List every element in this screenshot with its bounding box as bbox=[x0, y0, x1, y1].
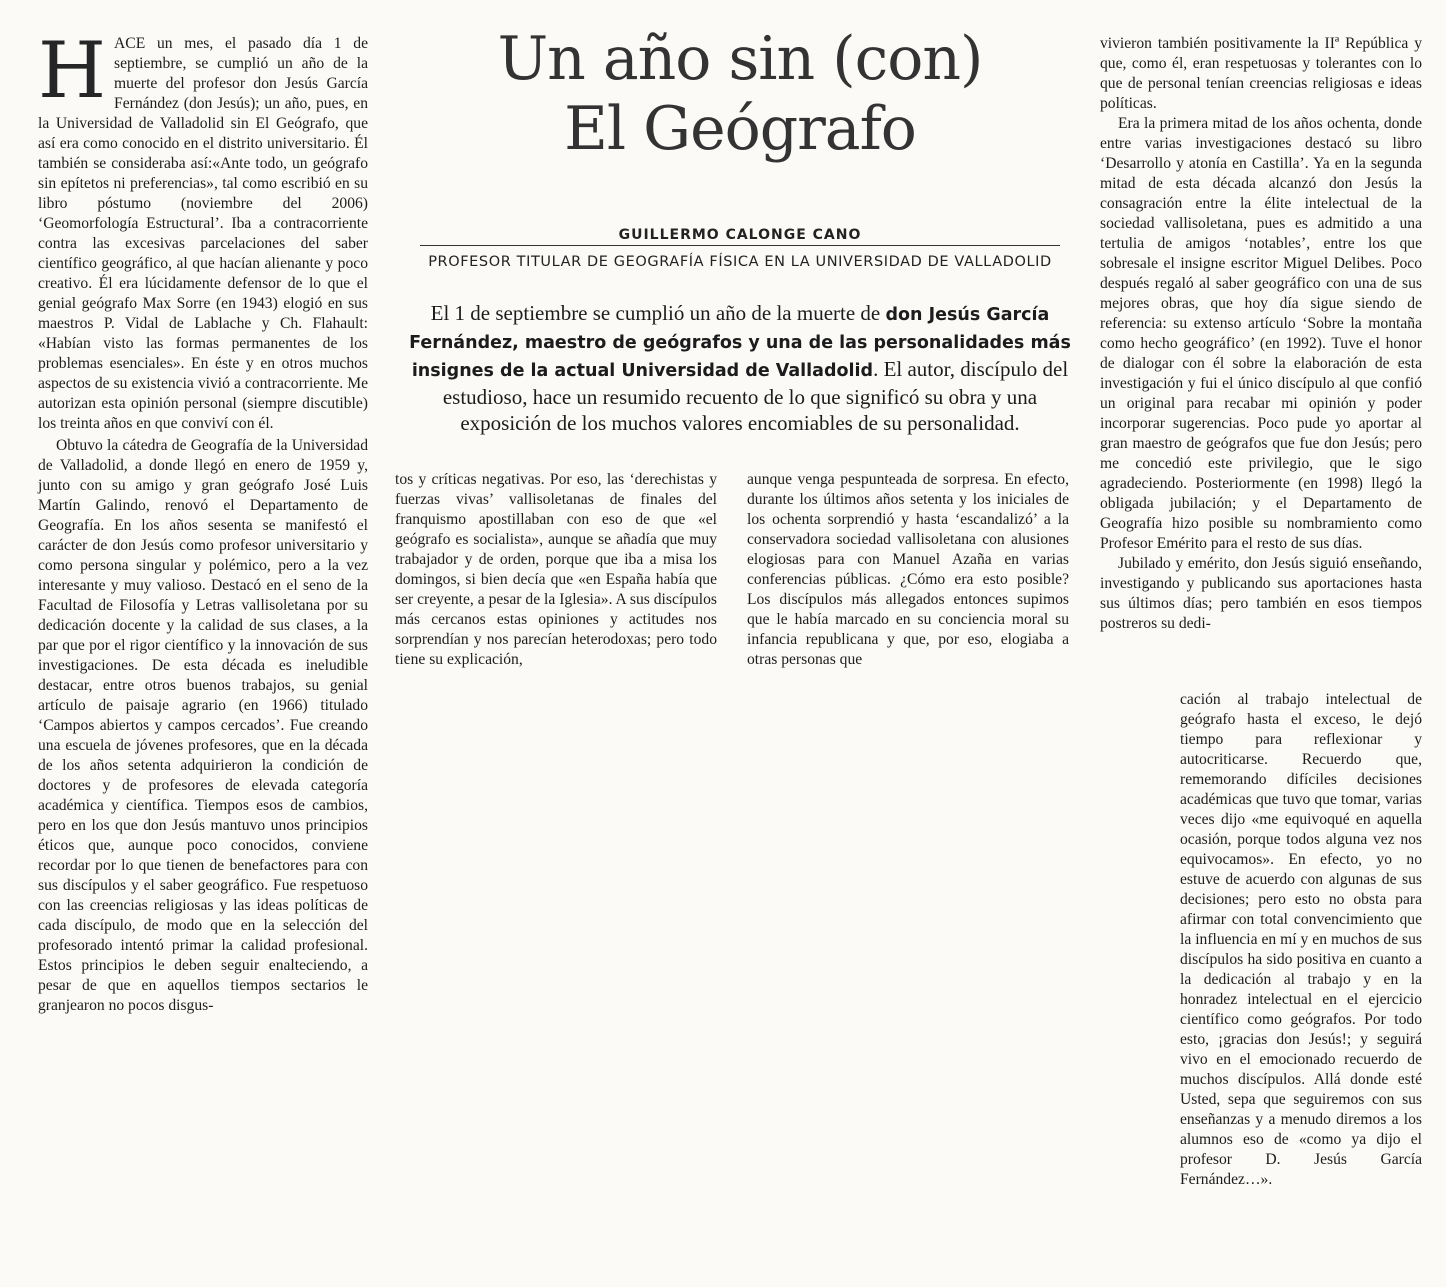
column-1 bbox=[38, 26, 368, 1016]
column-4-continued bbox=[1180, 690, 1422, 1190]
column-4 bbox=[1100, 34, 1422, 634]
paragraph-text: ACE un mes, el pasado día 1 de septiembre, se cumplió un año de la muerte del profesor don Jesús García Fernández (don Jesús); un año, pues, en la Universidad de Valladolid sin El Geógrafo, que así era como conocido en el distrito universitario. Él también se consideraba así:«Ante todo, un geógrafo sin epítetos ni preferencias», tal como escribió en su libro póstumo (noviembre del 2006) ‘Geomorfología Estructural’. Iba a contracorriente contra las excesivas parcelaciones del saber científico geográfico, al que hacían alienante y poco creativo. Él era lúcidamente defensor de lo que el genial geógrafo Max Sorre (en 1943) elogió en sus maestros P. Vidal de Lablache y Ch. Flahault: «Habían visto las formas permanentes de los problemas esenciales». En éste y en otros muchos aspectos de su existencia vivió a contracorriente. Me autorizan esta opinión personal (siempre discutible) los treinta años en que conviví con él. bbox=[38, 35, 368, 432]
drop-cap: H bbox=[38, 26, 107, 116]
paragraph: Obtuvo la cátedra de Geografía de la Universidad de Valladolid, a donde llegó en enero de 1959 y, junto con su amigo y gran geógrafo José Luis Martín Galindo, renovó el Departamento de Geografía. En los años sesenta se manifestó el carácter de don Jesús como profesor universitario y como persona singular y polémico, pero a la vez interesante y muy valioso. Destacó en el seno de la Facultad de Filosofía y Letras vallisoletana por su dedicación docente y la calidad de sus clases, a la par que por el rigor científico y la innovación de sus investigaciones. De esta década es ineludible destacar, entre otros buenos trabajos, su genial artículo de paisaje agrario (en 1966) titulado ‘Campos abiertos y campos cercados’. Fue creando una escuela de jóvenes profesores, que en la década de los años setenta adquirieron la condición de doctores y de profesores de elevada categoría académica y científica. Tiempos esos de cambios, pero en los que don Jesús mantuvo unos principios éticos que, aunque poco conocidos, conviene recordar por lo que tienen de benefactores para con sus discípulos y el saber geográfico. Fue respetuoso con las creencias religiosas y las ideas políticas de cada discípulo, de modo que en la selección del profesorado intentó primar la calidad profesional. Estos principios le deben seguir enalteciendo, a pesar de que en aquellos tiempos sectarios le granjearon no pocos disgus- bbox=[38, 437, 368, 1014]
article-deck bbox=[398, 300, 1082, 436]
author-name: GUILLERMO CALONGE CANO bbox=[618, 227, 862, 243]
paragraph: Jubilado y emérito, don Jesús siguió enseñando, investigando y publicando sus aportaciones hasta sus últimos días; pero también en esos tiempos postreros su dedi- bbox=[1100, 555, 1422, 632]
deck-highlight: don Jesús García Fernández, maestro de geógrafos y una de las personalidades más insignes de la actual Universidad de Valladolid bbox=[409, 305, 1071, 381]
column-3 bbox=[747, 470, 1069, 670]
paragraph bbox=[38, 26, 368, 434]
paragraph: tos y críticas negativas. Por eso, las ‘derechistas y fuerzas vivas’ vallisoletanas de finales del franquismo apostillaban con eso de que «el geógrafo es socialista», aunque se añadía que muy trabajador y de orden, porque que iba a misa los domingos, si bien decía que «en España había que ser creyente, a pesar de la Iglesia». A sus discípulos más cercanos estas opiniones y actitudes nos sorprendían y nos parecían heterodoxas; pero todo tiene su explicación, bbox=[395, 471, 717, 668]
deck-text: El 1 de septiembre se cumplió un año de la muerte de bbox=[430, 301, 886, 325]
paragraph: Era la primera mitad de los años ochenta, donde entre varias investigaciones destacó su libro ‘Desarrollo y atonía en Castilla’. Ya en la segunda mitad de esta década alcanzó don Jesús la consagración entre la élite intelectual de la sociedad vallisoletana, pues es admitido a una tertulia de amigos ‘notables’, entre los que sobresale el insigne escritor Miguel Delibes. Poco después regaló al saber geográfico con una de sus mejores obras, que hoy día sigue siendo de referencia: su extenso artículo ‘Sobre la montaña como hecho geográfico’ (en 1992). Tuve el honor de dialogar con él sobre la elaboración de esta investigación y fui el único discípulo al que confió un original para recabar mi opinión y poder incorporar sugerencias. Poco pude yo aportar al gran maestro de geógrafos que fue don Jesús; pero me concedió este privilegio, que le sigo agradeciendo. Posteriormente (en 1998) llegó la obligada jubilación; y el Departamento de Geografía hizo posible su nombramiento como Profesor Emérito para el resto de sus días. bbox=[1100, 115, 1422, 552]
deck-text-end: . El autor, discípulo del estudioso, hace un resumido recuento de lo que significó su obra y una exposición de los muchos valores encomiables de su personalidad. bbox=[442, 357, 1069, 435]
column-2 bbox=[395, 470, 717, 670]
title-line-2: El Geógrafo bbox=[564, 94, 916, 164]
paragraph: vivieron también positivamente la IIª República y que, como él, eran respetuosas y tolerantes con lo que de personal tenían creencias religiosas e ideas políticas. bbox=[1100, 35, 1422, 112]
paragraph: aunque venga pespunteada de sorpresa. En efecto, durante los últimos años setenta y los iniciales de los ochenta sorprendió y hasta ‘escandalizó’ a la conservadora sociedad vallisoletana con alusiones elogiosas para con Manuel Azaña en varias conferencias públicas. ¿Cómo era esto posible? Los discípulos más allegados entonces supimos que le había marcado en su conciencia moral su infancia republicana y que, por eso, elogiaba a otras personas que bbox=[747, 471, 1069, 668]
author-position: PROFESOR TITULAR DE GEOGRAFÍA FÍSICA EN LA UNIVERSIDAD DE VALLADOLID bbox=[428, 254, 1052, 270]
paragraph: cación al trabajo intelectual de geógrafo hasta el exceso, le dejó tiempo para reflexionar y autocriticarse. Recuerdo que, rememorando difíciles decisiones académicas que tuvo que tomar, varias veces dijo «me equivoqué en aquella ocasión, porque todos alguna vez nos equivocamos». En efecto, yo no estuve de acuerdo con algunas de sus decisiones; pero esto no obsta para afirmar con total convencimiento que la influencia en mí y en muchos de sus discípulos ha sido positiva en cuanto a la dedicación al trabajo y en la honradez intelectual en el ejercicio científico como geógrafos. Por todo esto, ¡gracias don Jesús!; y seguirá vivo en el emocionado recuerdo de muchos discípulos. Allá donde esté Usted, sepa que seguiremos con sus enseñanzas y a menudo diremos a los alumnos eso de «como ya dijo el profesor D. Jesús García Fernández…». bbox=[1180, 691, 1422, 1188]
article-title bbox=[395, 24, 1085, 164]
title-line-1: Un año sin (con) bbox=[497, 24, 983, 94]
byline bbox=[395, 227, 1085, 270]
